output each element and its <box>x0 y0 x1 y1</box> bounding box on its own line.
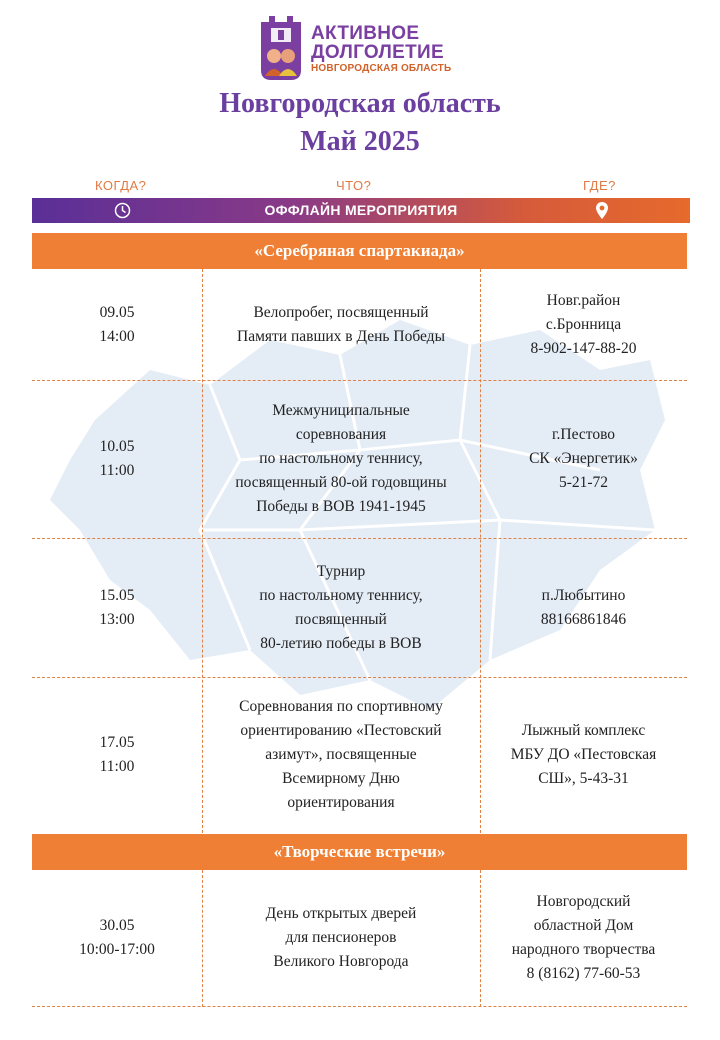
banner-text: ОФФЛАЙН МЕРОПРИЯТИЯ <box>264 202 458 218</box>
logo-subtitle: НОВГОРОДСКАЯ ОБЛАСТЬ <box>311 63 452 74</box>
event-date-time: 15.05 13:00 <box>99 586 135 628</box>
logo-title-line2: ДОЛГОЛЕТИЕ <box>311 42 444 63</box>
event-location: Новг.район с.Бронница 8-902-147-88-20 <box>530 291 637 357</box>
event-description: Соревнования по спортивному ориентированию «Пестовский азимут», посвященные Всемирному Дню ориентирования <box>239 698 443 811</box>
page-title-region: Новгородская область <box>219 88 501 119</box>
event-date-time: 10.05 11:00 <box>99 438 135 479</box>
column-label-when: КОГДА? <box>95 178 147 193</box>
row-divider <box>32 1006 687 1007</box>
location-pin-icon <box>595 201 609 220</box>
event-description: Межмуниципальные соревнования по настольному теннису, посвященный 80-ой годовщины Победы в ВОВ 1941-1945 <box>235 402 447 515</box>
offline-events-banner <box>32 198 690 223</box>
event-date-time: 17.05 11:00 <box>99 734 135 775</box>
event-date-time: 09.05 14:00 <box>99 303 135 345</box>
section-header-spartakiada: «Серебряная спартакиада» <box>32 233 687 269</box>
event-location: Новгородский областной Дом народного творчества 8 (8162) 77-60-53 <box>511 893 656 982</box>
event-location: п.Любытино 88166861846 <box>540 586 627 628</box>
logo-title-line1: АКТИВНОЕ <box>311 23 420 44</box>
event-description: Велопробег, посвященный Памяти павших в День Победы <box>237 303 445 345</box>
page-title-month: Май 2025 <box>300 126 420 157</box>
column-label-what: ЧТО? <box>336 178 372 193</box>
event-location: г.Пестово СК «Энергетик» 5-21-72 <box>529 426 638 491</box>
event-description: Турнир по настольному теннису, посвященный 80-летию победы в ВОВ <box>259 562 423 652</box>
column-label-where: ГДЕ? <box>583 178 616 193</box>
event-date-time: 30.05 10:00-17:00 <box>79 917 155 958</box>
section-header-creative-meetings: «Творческие встречи» <box>32 834 687 870</box>
event-location: Лыжный комплекс МБУ ДО «Пестовская СШ», 5-43-31 <box>510 722 657 787</box>
event-description: День открытых дверей для пенсионеров Великого Новгорода <box>265 905 417 970</box>
logo-emblem-icon <box>257 12 305 82</box>
logo <box>257 12 477 84</box>
